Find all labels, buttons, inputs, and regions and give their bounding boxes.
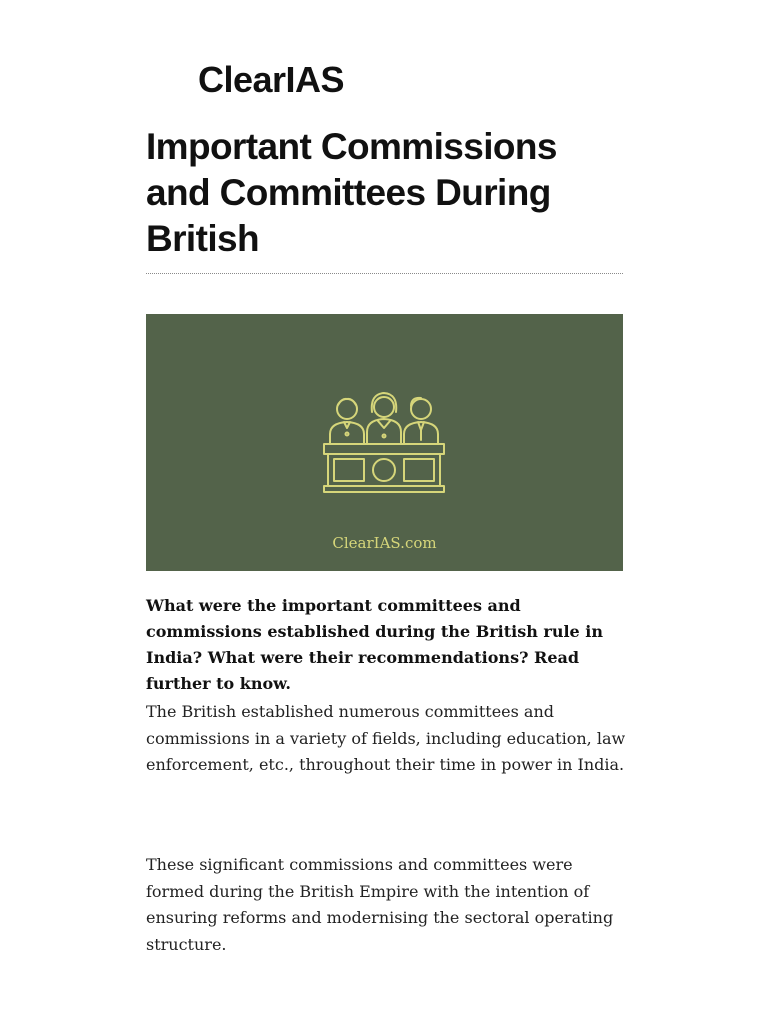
logo-text: ClearIAS [198, 59, 345, 94]
article-paragraph: These significant commissions and committees were formed during the British Empire with the intention of ensuring reforms and modernising the sectoral operating structure. [146, 855, 614, 954]
site-logo[interactable] [198, 48, 458, 94]
banner-caption: ClearIAS.com [332, 534, 437, 552]
title-divider [146, 273, 623, 274]
article-paragraph: The British established numerous committees and commissions in a variety of fields, including education, law enforcement, etc., throughout their time in power in India. [146, 702, 626, 774]
article-title: Important Commissions and Committees During British [146, 126, 557, 259]
article-lead: What were the important committees and commissions established during the British rule in India? What were their recommendations? Read further to know. [146, 596, 603, 693]
featured-image [146, 314, 623, 571]
committee-panel-icon [322, 390, 446, 496]
